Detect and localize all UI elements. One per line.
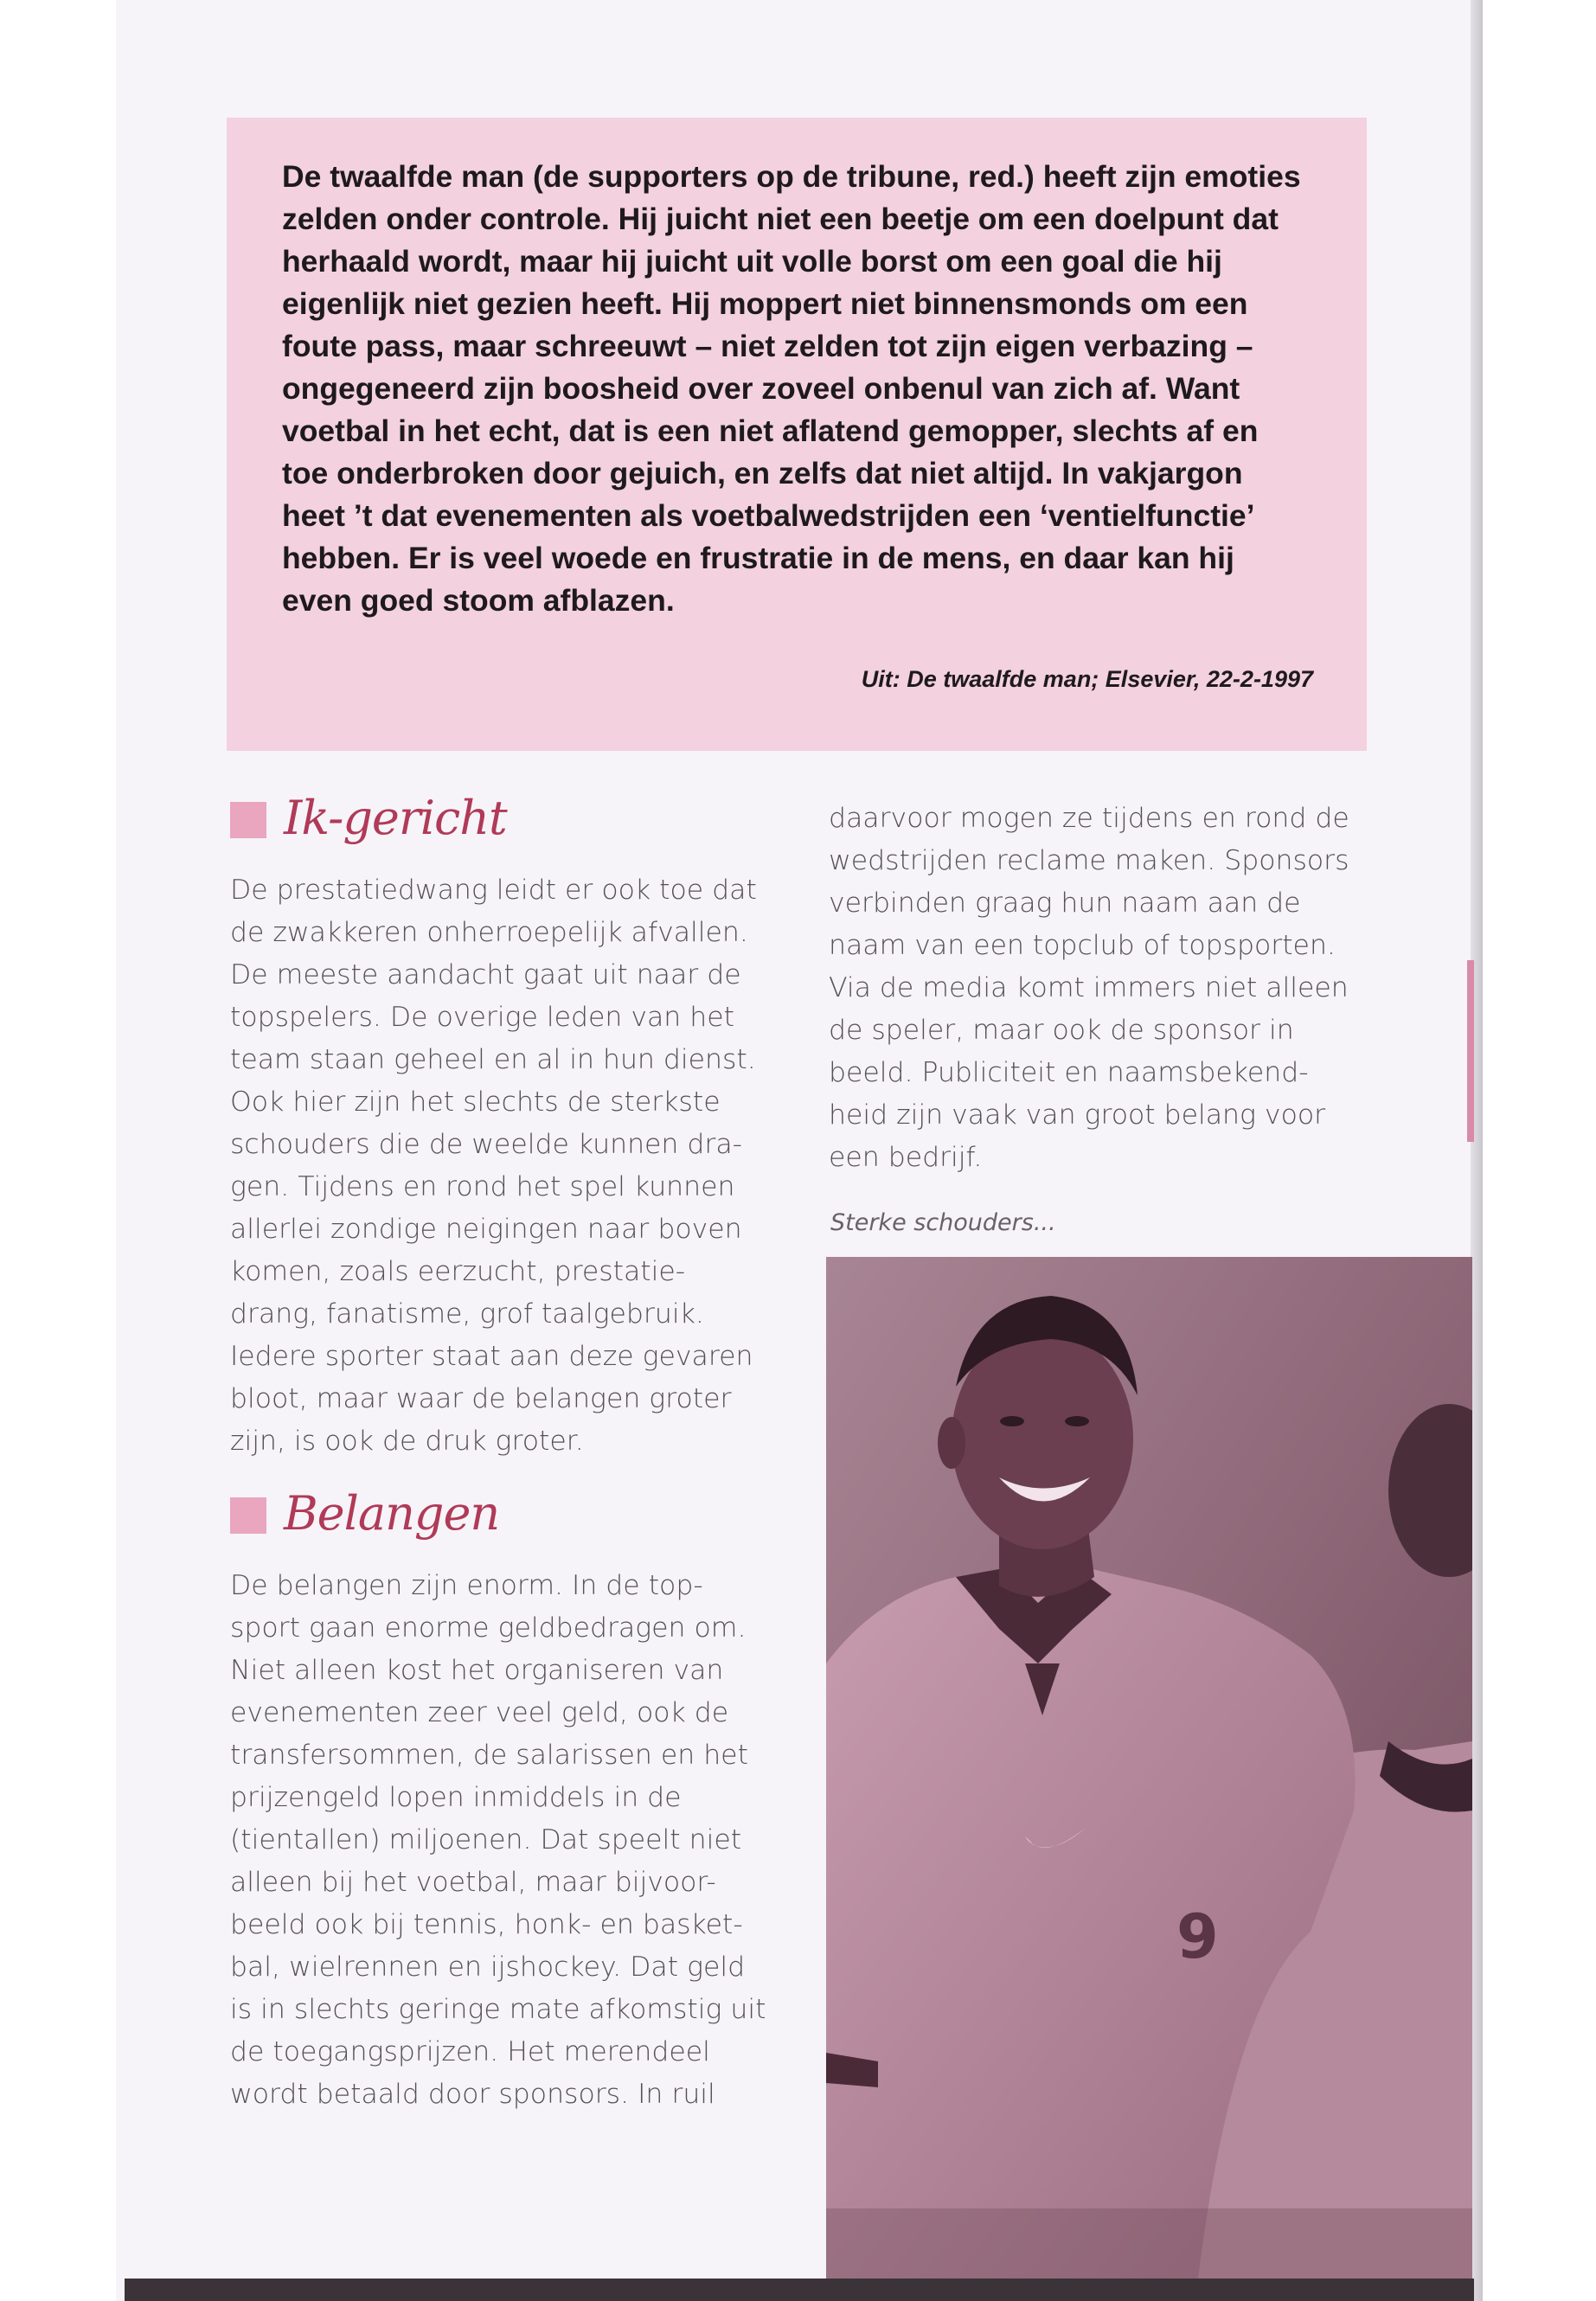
bottom-edge-strip [125, 2279, 1474, 2301]
photo-caption: Sterke schouders... [830, 1209, 1056, 1236]
jersey-number: 9 [1176, 1901, 1219, 1972]
section-body: De belangen zijn enorm. In de top- sport gaan enorme geldbedragen om. Niet alleen kost het organiseren van evenementen zeer veel geld, ook de transfersommen, de salarissen en het prijzengeld lopen inmiddels in de (tientallen) miljoenen. Dat speelt niet alleen bij het voetbal, maar bijvoor- beeld ook bij tennis, honk- en basket- bal, wielrennen en ijshockey. Dat geld is in slechts geringe mate afkomstig uit de toegangsprijzen. Het merendeel wordt betaald door sponsors. In ruil [230, 1570, 766, 2110]
photo-illustration [826, 1257, 1472, 2279]
side-tab-marker [1467, 960, 1474, 1142]
section-body: De prestatiedwang leidt er ook toe dat de zwakkeren onherroepelijk afvallen. De meeste aandacht gaat uit naar de topspelers. De overige leden van het team staan geheel en al in hun dienst. Ook hier zijn het slechts de sterkste schouders die de weelde kunnen dra- gen. Tijdens en rond het spel kunnen allerlei zondige neigingen naar boven komen, zoals eerzucht, prestatie- drang, fanatisme, grof taalgebruik. Iedere sporter staat aan deze gevaren bloot, maar waar de belangen groter zijn, is ook de druk groter. [230, 875, 757, 1457]
square-bullet-icon [230, 1497, 266, 1534]
right-column [829, 798, 1382, 1179]
section-title: Belangen [284, 1485, 500, 1541]
page-edge [1471, 0, 1483, 2301]
section-title: Ik-gericht [284, 790, 507, 845]
football-player-photo [826, 1257, 1472, 2279]
left-column [230, 783, 784, 2116]
quote-text: De twaalfde man (de supporters op de tribune, red.) heeft zijn emoties zelden onder controle. Hij juicht niet een beetje om een doelpunt dat herhaald wordt, maar hij juicht uit volle borst om een goal die hij eigenlijk niet gezien heeft. Hij moppert niet binnensmonds om een foute pass, maar schreeuwt – niet zelden tot zijn eigen verbazing – ongegeneerd zijn boosheid over zoveel onbenul van zich af. Want voetbal in het echt, dat is een niet aflatend gemopper, slechts af en toe onderbroken door gejuich, en zelfs dat niet altijd. In vakjargon heet ’t dat evenementen als voetbalwedstrijden een ‘ventielfunctie’ hebben. Er is veel woede en frustratie in de mens, en daar kan hij even goed stoom afblazen. [282, 159, 1301, 618]
quote-source: Uit: De twaalfde man; Elsevier, 22-2-1997 [861, 666, 1313, 692]
continuation-body: daarvoor mogen ze tijdens en rond de wedstrijden reclame maken. Sponsors verbinden graag hun naam aan de naam van een topclub of topsporten. Via de media komt immers niet alleen de speler, maar ook de sponsor in beeld. Publiciteit en naamsbekend- heid zijn vaak van groot belang voor een bedrijf. [829, 803, 1349, 1173]
section-heading-ik-gericht [230, 783, 784, 852]
section-heading-belangen [230, 1478, 784, 1548]
square-bullet-icon [230, 802, 266, 838]
quote-box [227, 118, 1367, 751]
